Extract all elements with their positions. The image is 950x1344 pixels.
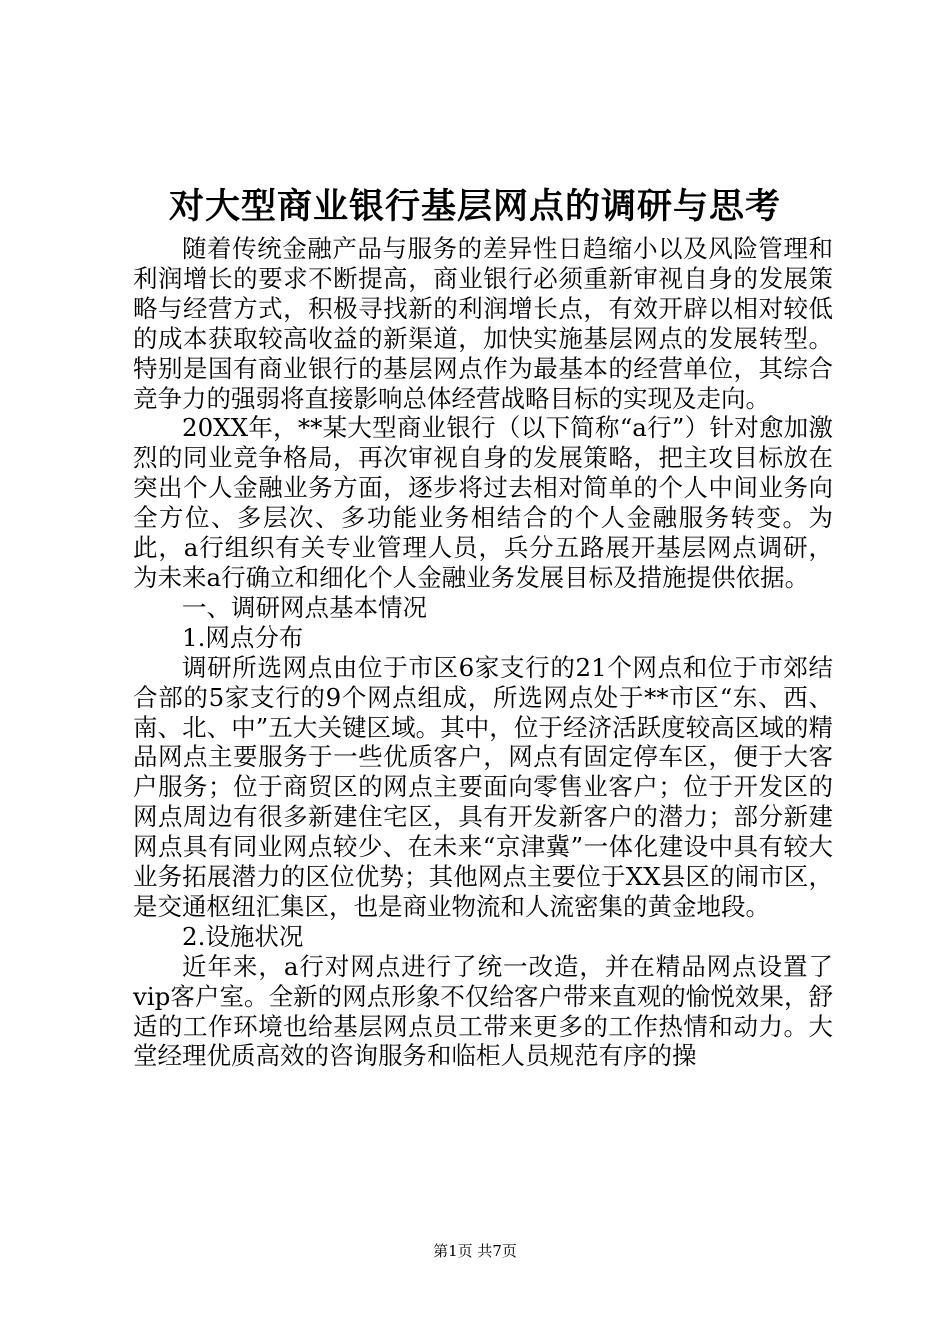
document-body [133,234,833,1071]
document-title: 对大型商业银行基层网点的调研与思考 [168,187,781,227]
subsection-heading-distribution: 1.网点分布 [182,622,304,652]
section-heading-1: 一、调研网点基本情况 [182,592,427,622]
page-number-footer: 第1页 共7页 [433,1242,517,1260]
paragraph-intro: 随着传统金融产品与服务的差异性日趋缩小以及风险管理和利润增长的要求不断提高，商业银行必须重新审视自身的发展策略与经营方式，积极寻找新的利润增长点，有效开辟以相对较低的成本获取较高收益的新渠道，加快实施基层网点的发展转型。特别是国有商业银行的基层网点作为最基本的经营单位，其综合竞争力的强弱将直接影响总体经营战略目标的实现及走向。 [133,234,833,413]
paragraph-distribution: 调研所选网点由位于市区6家支行的21个网点和位于市郊结合部的5家支行的9个网点组成，所选网点处于**市区“东、西、南、北、中”五大关键区域。其中，位于经济活跃度较高区域的精品网点主要服务于一些优质客户，网点有固定停车区，便于大客户服务；位于商贸区的网点主要面向零售业客户；位于开发区的网点周边有很多新建住宅区，具有开发新客户的潜力；部分新建网点具有同业网点较少、在未来“京津冀”一体化建设中具有较大业务拓展潜力的区位优势；其他网点主要位于XX县区的闹市区，是交通枢纽汇集区，也是商业物流和人流密集的黄金地段。 [133,652,833,921]
paragraph-facilities: 近年来，a行对网点进行了统一改造，并在精品网点设置了vip客户室。全新的网点形象不仅给客户带来直观的愉悦效果，舒适的工作环境也给基层网点员工带来更多的工作热情和动力。大堂经理优质高效的咨询服务和临柜人员规范有序的操 [133,951,833,1071]
paragraph-background: 20XX年，**某大型商业银行（以下简称“a行”）针对愈加激烈的同业竞争格局，再次审视自身的发展策略，把主攻目标放在突出个人金融业务方面，逐步将过去相对简单的个人中间业务向全方位、多层次、多功能业务相结合的个人金融服务转变。为此，a行组织有关专业管理人员，兵分五路展开基层网点调研，为未来a行确立和细化个人金融业务发展目标及措施提供依据。 [133,413,833,592]
subsection-heading-facilities: 2.设施状况 [182,921,304,951]
